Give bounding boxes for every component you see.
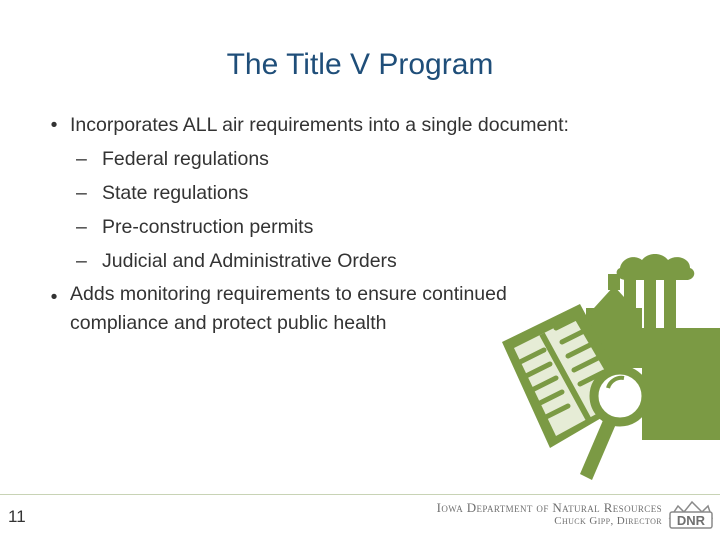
sub-item-text: Judicial and Administrative Orders: [102, 250, 397, 272]
bullet-text: Adds monitoring requirements to ensure continued compliance and protect public health: [70, 283, 507, 334]
dnr-logo-icon: [668, 498, 714, 530]
sub-item: [44, 210, 664, 244]
bullet-item: [44, 108, 664, 142]
dash-marker: –: [76, 250, 87, 272]
page-number: 11: [8, 507, 26, 526]
dash-marker: –: [76, 148, 87, 170]
director-name: Chuck Gipp, Director: [554, 515, 662, 527]
sub-item: [44, 176, 664, 210]
sub-item-text: Federal regulations: [102, 148, 269, 170]
slide-title: The Title V Program: [226, 48, 494, 81]
dnr-logo-text: DNR: [676, 513, 706, 528]
dash-marker: –: [76, 216, 87, 238]
permit-illustration: [492, 250, 720, 488]
sub-item-text: State regulations: [102, 182, 249, 204]
bullet-marker: •: [50, 286, 58, 308]
bullet-text: Incorporates ALL air requirements into a single document:: [70, 114, 569, 136]
dash-marker: –: [76, 182, 87, 204]
sub-item: [44, 142, 664, 176]
footer-divider: [0, 494, 720, 495]
bullet-marker: •: [50, 114, 58, 136]
department-name: Iowa Department of Natural Resources: [436, 500, 662, 515]
sub-item-text: Pre-construction permits: [102, 216, 314, 238]
